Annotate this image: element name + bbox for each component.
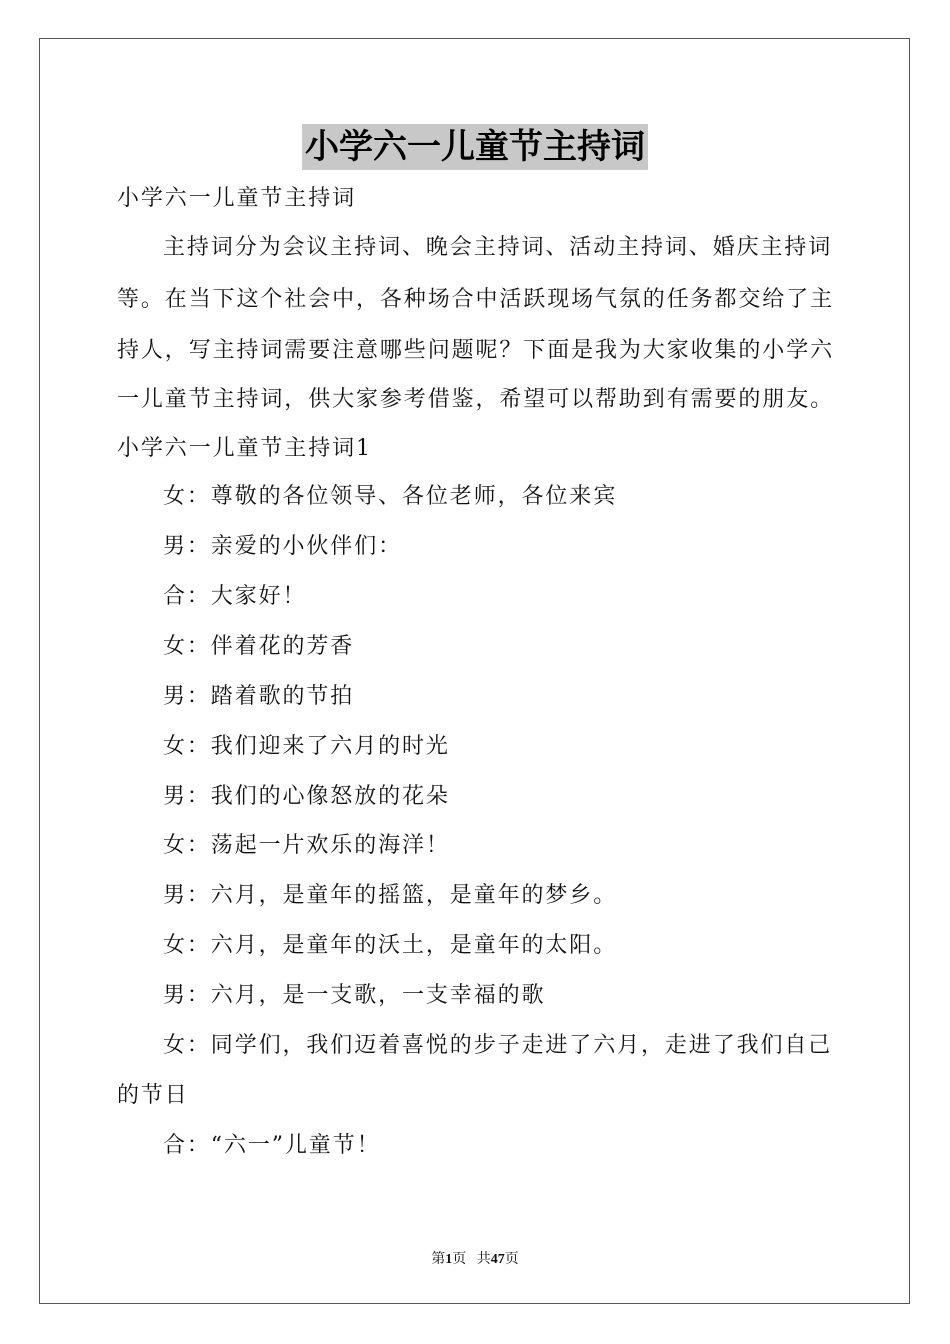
total-pages: 47 [490, 1252, 505, 1267]
document-subtitle: 小学六一儿童节主持词 [117, 186, 357, 211]
total-label-prefix: 共 [476, 1252, 491, 1267]
dialogue-line: 的节日 [117, 1083, 189, 1108]
intro-line: 主持词分为会议主持词、晚会主持词、活动主持词、婚庆主持词 [163, 235, 833, 260]
dialogue-line: 女：尊敬的各位领导、各位老师，各位来宾 [163, 484, 618, 509]
dialogue-line: 女：我们迎来了六月的时光 [163, 734, 450, 759]
total-label-suffix: 页 [504, 1252, 519, 1267]
intro-line: 等。在当下这个社会中，各种场合中活跃现场气氛的任务都交给了主 [117, 287, 835, 312]
dialogue-line: 合：“六一”儿童节！ [163, 1133, 381, 1158]
dialogue-line: 合：大家好！ [163, 584, 307, 609]
document-title: 小学六一儿童节主持词 [302, 124, 648, 170]
intro-line: 持人，写主持词需要注意哪些问题呢？下面是我为大家收集的小学六 [117, 338, 835, 363]
dialogue-line: 女：六月，是童年的沃土，是童年的太阳。 [163, 933, 618, 958]
dialogue-line: 男：六月，是一支歌，一支幸福的歌 [163, 983, 546, 1008]
title-container [0, 124, 950, 170]
intro-line: 一儿童节主持词，供大家参考借鉴，希望可以帮助到有需要的朋友。 [117, 387, 835, 412]
page-number: 1 [445, 1252, 453, 1267]
page-footer [0, 1248, 950, 1268]
dialogue-line: 男：亲爱的小伙伴们： [163, 534, 403, 559]
dialogue-line: 女：荡起一片欢乐的海洋！ [163, 833, 450, 858]
dialogue-line: 男：踏着歌的节拍 [163, 684, 355, 709]
dialogue-line: 女：同学们，我们迈着喜悦的步子走进了六月，走进了我们自己 [163, 1033, 833, 1058]
dialogue-line: 男：六月，是童年的摇篮，是童年的梦乡。 [163, 883, 618, 908]
dialogue-line: 女：伴着花的芳香 [163, 634, 355, 659]
page-border [39, 38, 910, 1304]
page-label-suffix: 页 [452, 1252, 467, 1267]
dialogue-line: 男：我们的心像怒放的花朵 [163, 784, 450, 809]
page-label-prefix: 第 [431, 1252, 446, 1267]
section-heading: 小学六一儿童节主持词1 [117, 436, 372, 461]
